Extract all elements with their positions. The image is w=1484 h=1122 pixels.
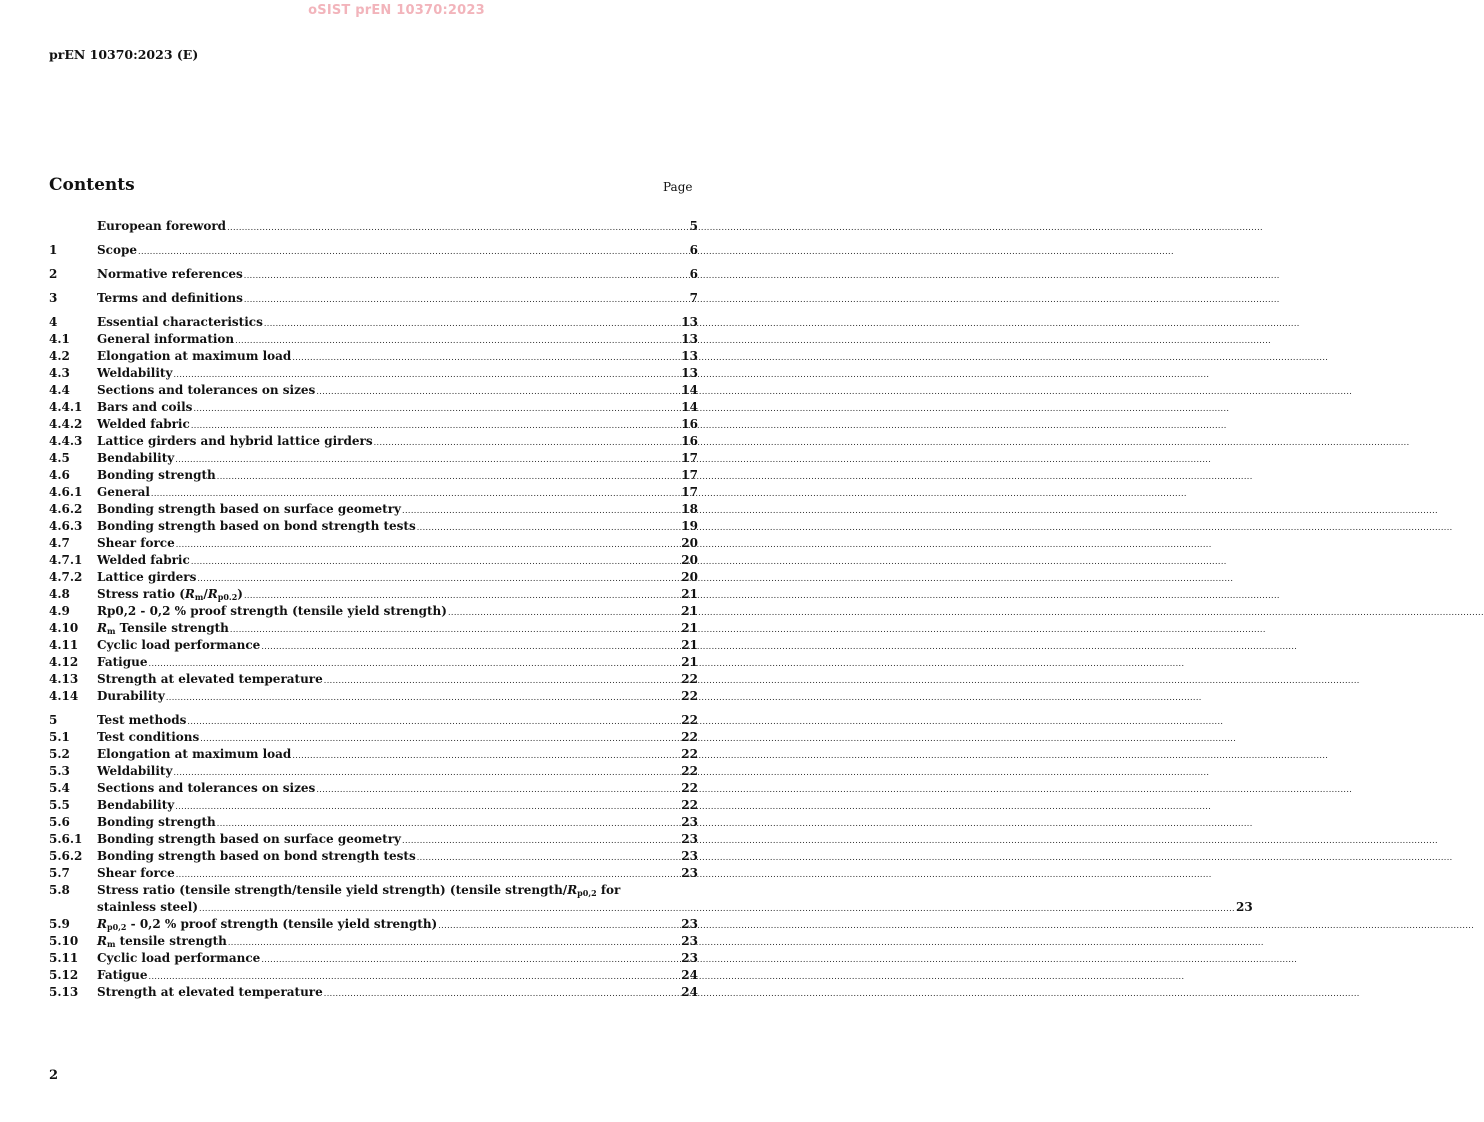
toc-entry-page: 21 — [681, 655, 698, 669]
dot-leader — [176, 536, 681, 553]
toc-entry-title: $R_{p0,2} - 0,2$ % proof strength (tensile yield strength) — [97, 917, 438, 932]
toc-entry-number: 4.13 — [49, 672, 79, 686]
toc-entry[interactable] — [49, 797, 698, 814]
toc-entry-title: Fatigue — [97, 968, 148, 982]
toc-entry-title: European foreword — [97, 219, 227, 233]
toc-entry[interactable] — [49, 882, 1253, 916]
toc-entry-number: 5.6.1 — [49, 832, 83, 846]
toc-entry-page: 24 — [681, 968, 698, 982]
toc-entry[interactable] — [49, 814, 698, 831]
dot-leader — [151, 485, 680, 502]
toc-entry-page: 20 — [681, 553, 698, 567]
dot-leader — [197, 570, 680, 587]
toc-entry-title: Welded fabric — [97, 417, 190, 431]
toc-entry-page: 17 — [681, 468, 698, 482]
toc-entry-title: Shear force — [97, 866, 175, 880]
toc-entry-number: 5.6.2 — [49, 849, 83, 863]
toc-entry-number: 4.6.1 — [49, 485, 83, 499]
toc-entry-number: 4.6.2 — [49, 502, 83, 516]
dot-leader — [316, 781, 680, 798]
toc-entry-page: 18 — [681, 502, 698, 516]
toc-entry[interactable] — [49, 484, 698, 501]
toc-entry-title: Lattice girders and hybrid lattice girders — [97, 434, 373, 448]
toc-entry-number: 5.12 — [49, 968, 79, 982]
toc-entry-number: 4.9 — [49, 604, 70, 618]
dot-leader — [187, 713, 680, 730]
toc-entry-page: 19 — [681, 519, 698, 533]
toc-entry-page: 17 — [681, 485, 698, 499]
toc-entry-page: 22 — [681, 730, 698, 744]
toc-entry-page: 23 — [681, 866, 698, 880]
toc-entry-title: Strength at elevated temperature — [97, 985, 323, 999]
toc-entry-number: 4.4.2 — [49, 417, 83, 431]
toc-entry[interactable] — [49, 712, 698, 729]
dot-leader — [175, 798, 680, 815]
toc-entry-title: Sections and tolerances on sizes — [97, 383, 316, 397]
toc-entry-number: 5.5 — [49, 798, 70, 812]
dot-leader — [292, 747, 680, 764]
dot-leader — [244, 267, 689, 284]
toc-entry[interactable] — [49, 746, 698, 763]
toc-entry[interactable] — [49, 916, 698, 933]
toc-entry-page: 23 — [681, 849, 698, 863]
toc-entry-number: 5.13 — [49, 985, 79, 999]
toc-entry[interactable] — [49, 450, 698, 467]
toc-entry-page: 22 — [681, 713, 698, 727]
toc-entry-title: Bendability — [97, 451, 175, 465]
toc-entry-title: Durability — [97, 689, 165, 703]
dot-leader — [149, 968, 681, 985]
toc-entry-title: $R_m$ tensile strength — [97, 934, 227, 949]
toc-entry[interactable] — [49, 433, 698, 450]
dot-leader — [244, 587, 680, 604]
toc-entry-page: 7 — [689, 291, 698, 305]
toc-entry-number: 4.7.2 — [49, 570, 83, 584]
toc-entry-title: Bonding strength — [97, 815, 216, 829]
toc-entry-page: 23 — [681, 815, 698, 829]
toc-entry[interactable] — [49, 290, 698, 307]
toc-entry-page: 14 — [681, 400, 698, 414]
contents-heading: Contents — [49, 175, 135, 195]
toc-entry-title: Welded fabric — [97, 553, 190, 567]
dot-leader — [417, 519, 681, 536]
toc-entry-title: Bonding strength — [97, 468, 216, 482]
toc-entry-number: 4.11 — [49, 638, 79, 652]
toc-entry-title: Strength at elevated temperature — [97, 672, 323, 686]
toc-entry-page: 23 — [681, 832, 698, 846]
page-column-label: Page — [663, 180, 693, 194]
toc-entry-number: 5.3 — [49, 764, 70, 778]
dot-leader — [217, 815, 681, 832]
toc-entry-page: 16 — [681, 417, 698, 431]
toc-entry-title: General — [97, 485, 150, 499]
toc-entry-title: Bonding strength based on bond strength tests — [97, 849, 416, 863]
toc-entry-page: 13 — [681, 366, 698, 380]
dot-leader — [261, 951, 680, 968]
document-reference: prEN 10370:2023 (E) — [49, 47, 199, 62]
toc-entry-title: General information — [97, 332, 235, 346]
toc-entry-page: 6 — [689, 243, 698, 257]
toc-entry-title: Terms and definitions — [97, 291, 243, 305]
dot-leader — [175, 451, 680, 468]
dot-leader — [230, 621, 680, 638]
dot-leader — [176, 866, 681, 883]
toc-entry-number: 2 — [49, 267, 58, 281]
toc-entry-page: 5 — [689, 219, 698, 233]
toc-entry-title: Test conditions — [97, 730, 200, 744]
dot-leader — [316, 383, 680, 400]
toc-entry-title: Elongation at maximum load — [97, 349, 292, 363]
toc-entry-title: Shear force — [97, 536, 175, 550]
toc-entry-page: 13 — [681, 315, 698, 329]
toc-entry-page: 16 — [681, 434, 698, 448]
toc-entry-number: 4.8 — [49, 587, 70, 601]
toc-entry-page: 20 — [681, 536, 698, 550]
toc-entry[interactable] — [49, 518, 698, 535]
toc-entry-title: Bendability — [97, 798, 175, 812]
toc-entry-number: 4.4 — [49, 383, 70, 397]
toc-entry[interactable] — [49, 266, 698, 283]
toc-entry-title: Cyclic load performance — [97, 951, 261, 965]
toc-entry-number: 4 — [49, 315, 58, 329]
toc-entry-page: 21 — [681, 604, 698, 618]
toc-entry[interactable] — [49, 218, 698, 235]
toc-entry-title: Bonding strength based on bond strength tests — [97, 519, 416, 533]
toc-entry-page: 21 — [681, 638, 698, 652]
dot-leader — [199, 900, 1235, 917]
toc-entry-page: 23 — [1235, 900, 1253, 914]
toc-entry-number: 5.11 — [49, 951, 79, 965]
toc-entry-page: 22 — [681, 798, 698, 812]
dot-leader — [228, 934, 680, 951]
toc-entry[interactable] — [49, 603, 698, 620]
dot-leader — [402, 832, 680, 849]
dot-leader — [191, 417, 680, 434]
dot-leader — [292, 349, 680, 366]
toc-entry[interactable] — [49, 501, 698, 518]
dot-leader — [438, 917, 680, 934]
dot-leader — [227, 219, 689, 236]
toc-entry-page: 23 — [681, 917, 698, 931]
toc-entry-title-continuation: stainless steel) — [97, 900, 199, 914]
dot-leader — [417, 849, 681, 866]
toc-entry[interactable] — [49, 242, 698, 259]
toc-entry[interactable] — [49, 729, 698, 746]
toc-entry-title: $R_m$ Tensile strength — [97, 621, 229, 636]
toc-entry[interactable] — [49, 671, 698, 688]
toc-entry[interactable] — [49, 780, 698, 797]
toc-entry-number: 5.6 — [49, 815, 70, 829]
toc-entry-number: 5.9 — [49, 917, 70, 931]
toc-entry[interactable] — [49, 586, 698, 603]
toc-entry-page: 6 — [689, 267, 698, 281]
toc-entry[interactable] — [49, 535, 698, 552]
toc-entry-number: 4.12 — [49, 655, 79, 669]
toc-entry[interactable] — [49, 950, 698, 967]
toc-entry-title: Bonding strength based on surface geometry — [97, 832, 402, 846]
toc-entry[interactable] — [49, 848, 698, 865]
toc-entry-page: 13 — [681, 332, 698, 346]
dot-leader — [173, 366, 680, 383]
dot-leader — [191, 553, 680, 570]
toc-entry-number: 4.7 — [49, 536, 70, 550]
toc-entry-number: 5.8 — [49, 883, 70, 897]
dot-leader — [324, 672, 681, 689]
toc-entry-number: 5 — [49, 713, 58, 727]
toc-entry-number: 3 — [49, 291, 58, 305]
toc-entry-number: 4.4.1 — [49, 400, 83, 414]
toc-entry[interactable] — [49, 967, 698, 984]
toc-entry-title: Scope — [97, 243, 138, 257]
dot-leader — [200, 730, 680, 747]
toc-entry[interactable] — [49, 933, 698, 950]
toc-entry[interactable] — [49, 416, 698, 433]
toc-entry-number: 5.4 — [49, 781, 70, 795]
toc-entry-page: 20 — [681, 570, 698, 584]
toc-entry-number: 4.7.1 — [49, 553, 83, 567]
toc-entry-number: 5.7 — [49, 866, 70, 880]
toc-entry-number: 4.10 — [49, 621, 79, 635]
toc-entry-number: 4.6 — [49, 468, 70, 482]
toc-entry-number: 4.2 — [49, 349, 70, 363]
dot-leader — [193, 400, 680, 417]
toc-entry[interactable] — [49, 382, 698, 399]
dot-leader — [264, 315, 680, 332]
toc-entry-title: Bonding strength based on surface geometry — [97, 502, 402, 516]
toc-entry-page: 22 — [681, 689, 698, 703]
toc-entry-title: Stress ratio $(R_m/R_{p0.2})$ — [97, 587, 243, 602]
toc-entry-title: Essential characteristics — [97, 315, 263, 329]
toc-entry[interactable] — [49, 365, 698, 382]
dot-leader — [217, 468, 681, 485]
toc-entry-page: 21 — [681, 587, 698, 601]
toc-entry-number: 5.10 — [49, 934, 79, 948]
toc-entry-title: Lattice girders — [97, 570, 197, 584]
toc-entry[interactable] — [49, 399, 698, 416]
toc-entry[interactable] — [49, 467, 698, 484]
toc-entry[interactable] — [49, 569, 698, 586]
toc-entry-page: 22 — [681, 764, 698, 778]
dot-leader — [138, 243, 689, 260]
dot-leader — [244, 291, 689, 308]
toc-entry[interactable] — [49, 984, 698, 1001]
toc-entry-page: 23 — [681, 951, 698, 965]
toc-entry-title: Weldability — [97, 764, 173, 778]
dot-leader — [402, 502, 680, 519]
toc-entry-page: 13 — [681, 349, 698, 363]
watermark: oSIST prEN 10370:2023 — [308, 3, 485, 18]
toc-entry[interactable] — [49, 348, 698, 365]
toc-entry-page: 17 — [681, 451, 698, 465]
toc-entry-title: Elongation at maximum load — [97, 747, 292, 761]
toc-entry-number: 5.1 — [49, 730, 70, 744]
dot-leader — [166, 689, 680, 706]
toc-entry-title: Rp0,2 - 0,2 % proof strength (tensile yield strength) — [97, 604, 447, 618]
toc-entry[interactable] — [49, 552, 698, 569]
toc-entry-number: 1 — [49, 243, 58, 257]
toc-entry[interactable] — [49, 314, 698, 331]
toc-entry-title: Normative references — [97, 267, 243, 281]
toc-entry-number: 4.6.3 — [49, 519, 83, 533]
toc-entry[interactable] — [49, 865, 698, 882]
toc-entry-number: 5.2 — [49, 747, 70, 761]
toc-entry-title: Stress ratio (tensile strength/tensile yield strength) (tensile strength/$R_{p0,2}$ for — [97, 883, 621, 898]
toc-entry-title: Sections and tolerances on sizes — [97, 781, 316, 795]
toc-entry[interactable] — [49, 831, 698, 848]
toc-entry-page: 22 — [681, 747, 698, 761]
toc-entry[interactable] — [49, 620, 698, 637]
dot-leader — [173, 764, 680, 781]
toc-entry-title: Cyclic load performance — [97, 638, 261, 652]
dot-leader — [235, 332, 680, 349]
toc-entry-number: 4.3 — [49, 366, 70, 380]
toc-entry-title: Weldability — [97, 366, 173, 380]
toc-entry-page: 22 — [681, 781, 698, 795]
toc-entry-number: 4.1 — [49, 332, 70, 346]
toc-entry-number: 4.4.3 — [49, 434, 83, 448]
table-of-contents — [49, 218, 1253, 1001]
toc-entry-page: 22 — [681, 672, 698, 686]
toc-entry[interactable] — [49, 637, 698, 654]
dot-leader — [149, 655, 681, 672]
toc-entry[interactable] — [49, 331, 698, 348]
footer-page-number: 2 — [49, 1068, 59, 1083]
dot-leader — [324, 985, 681, 1002]
toc-entry-number: 4.14 — [49, 689, 79, 703]
toc-entry-title: Bars and coils — [97, 400, 193, 414]
toc-entry[interactable] — [49, 654, 698, 671]
dot-leader — [374, 434, 681, 451]
toc-entry-title: Test methods — [97, 713, 187, 727]
toc-entry-page: 24 — [681, 985, 698, 999]
toc-entry-page: 14 — [681, 383, 698, 397]
dot-leader — [261, 638, 680, 655]
toc-entry[interactable] — [49, 688, 698, 705]
toc-entry-page: 23 — [681, 934, 698, 948]
toc-entry[interactable] — [49, 763, 698, 780]
toc-entry-title: Fatigue — [97, 655, 148, 669]
dot-leader — [448, 604, 680, 621]
toc-entry-page: 21 — [681, 621, 698, 635]
toc-entry-number: 4.5 — [49, 451, 70, 465]
